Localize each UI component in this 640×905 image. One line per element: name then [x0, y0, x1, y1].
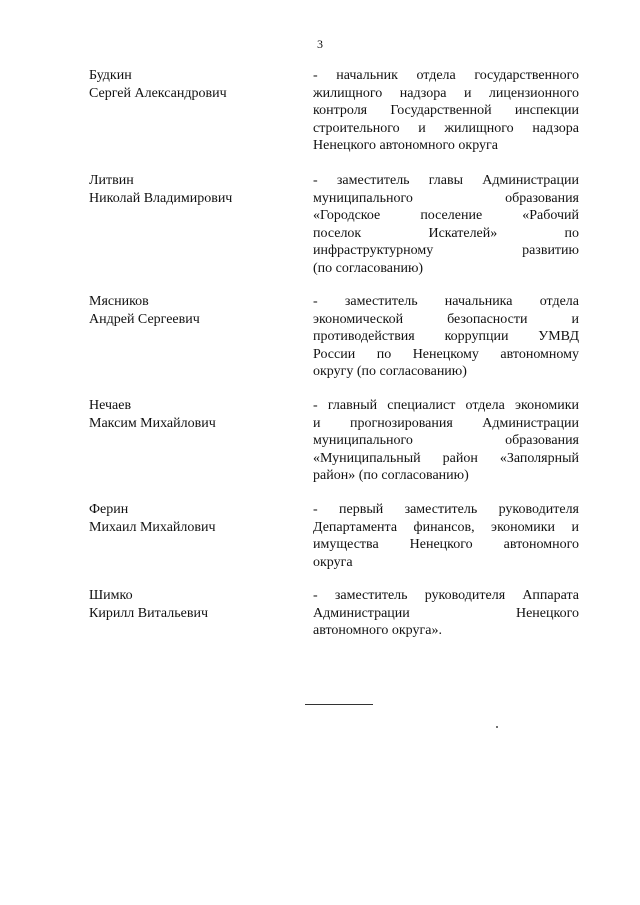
member-surname: Литвин — [89, 173, 134, 188]
role-line: России по Ненецкому автономному — [313, 346, 579, 362]
role-line: противодействия коррупции УМВД — [313, 329, 579, 344]
member-surname: Ферин — [89, 502, 129, 517]
member-given-name: Сергей Александрович — [89, 85, 227, 101]
role-line: имущества Ненецкого автономного — [313, 537, 579, 552]
member-role — [313, 172, 579, 277]
role-line: - главный специалист отдела экономики — [313, 398, 579, 413]
member-role — [313, 67, 579, 155]
member-name — [89, 172, 289, 207]
member-given-name: Кирилл Витальевич — [89, 605, 208, 621]
member-name — [89, 293, 289, 328]
role-line: округа — [313, 554, 353, 570]
role-line: - первый заместитель руководителя — [313, 502, 579, 517]
stray-mark — [496, 726, 498, 728]
role-line: округу (по согласованию) — [313, 364, 467, 379]
role-line: муниципального образования — [313, 190, 579, 206]
member-given-name: Андрей Сергеевич — [89, 311, 200, 327]
role-line: жилищного надзора и лицензионного — [313, 85, 579, 101]
role-line: строительного и жилищного надзора — [313, 120, 579, 136]
role-line: экономической безопасности и — [313, 311, 579, 327]
member-role — [313, 293, 579, 381]
role-line: (по согласованию) — [313, 260, 424, 276]
role-line: «Муниципальный район «Заполярный — [313, 450, 579, 466]
member-surname: Нечаев — [89, 398, 132, 413]
member-given-name: Максим Михайлович — [89, 415, 216, 431]
role-line: инфраструктурному развитию — [313, 243, 579, 258]
member-name — [89, 67, 289, 102]
member-role — [313, 397, 579, 485]
role-line: поселок Искателей» по — [313, 225, 579, 241]
page-number: 3 — [317, 37, 323, 51]
role-line: Департамента финансов, экономики и — [313, 519, 579, 535]
member-role — [313, 501, 579, 571]
member-given-name: Николай Владимирович — [89, 190, 233, 206]
role-line: муниципального образования — [313, 433, 579, 448]
role-line: Администрации Ненецкого — [313, 605, 579, 621]
role-line: район» (по согласованию) — [313, 468, 469, 483]
role-line: - заместитель руководителя Аппарата — [313, 588, 579, 603]
member-surname: Шимко — [89, 588, 133, 603]
member-name — [89, 397, 289, 432]
member-name — [89, 587, 289, 622]
role-line: «Городское поселение «Рабочий — [313, 208, 579, 223]
end-divider — [305, 704, 373, 705]
role-line: - начальник отдела государственного — [313, 68, 579, 83]
member-role — [313, 587, 579, 640]
member-name — [89, 501, 289, 536]
role-line: - заместитель главы Администрации — [313, 173, 579, 188]
member-surname: Мясников — [89, 294, 149, 309]
role-line: и прогнозирования Администрации — [313, 415, 579, 431]
member-surname: Будкин — [89, 68, 132, 83]
member-given-name: Михаил Михайлович — [89, 519, 216, 535]
role-line: контроля Государственной инспекции — [313, 103, 579, 118]
role-line: - заместитель начальника отдела — [313, 294, 579, 309]
role-line: автономного округа». — [313, 623, 442, 638]
role-line: Ненецкого автономного округа — [313, 138, 498, 153]
